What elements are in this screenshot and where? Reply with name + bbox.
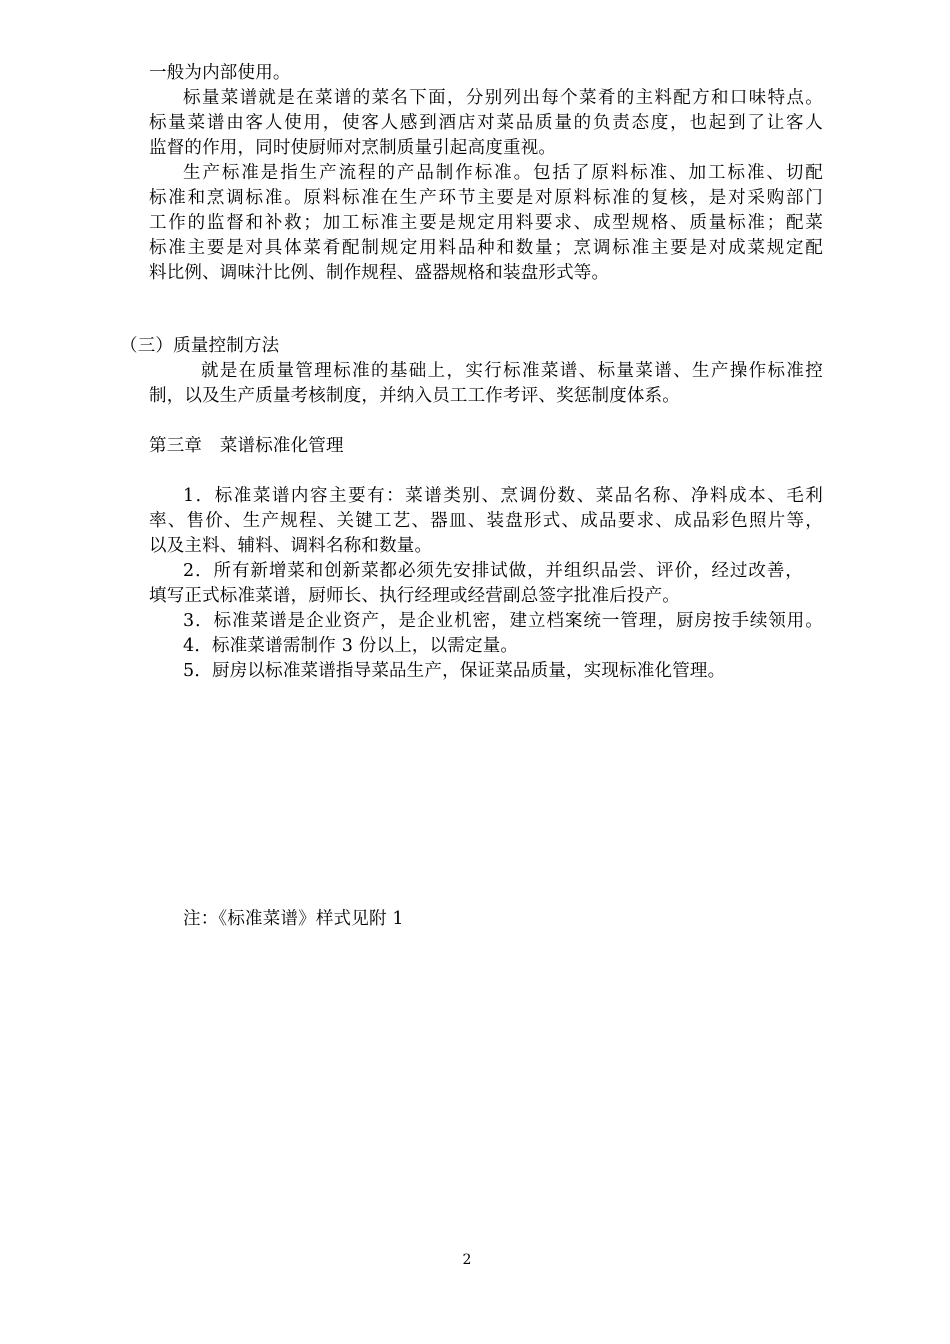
list-item-line: 2．所有新增菜和创新菜都必须先安排试做，并组织品尝、评价，经过改善， [183, 561, 803, 581]
list-item: 3．标准菜谱是企业资产，是企业机密，建立档案统一管理，厨房按手续领用。 [183, 611, 823, 631]
paragraph-line: 料比例、调味汁比例、制作规程、盛器规格和装盘形式等。 [149, 263, 610, 283]
list-item-line: 填写正式标准菜谱，厨师长、执行经理或经营副总签字批准后投产。 [149, 586, 680, 606]
note-text: 注：《标准菜谱》样式见附 1 [183, 909, 404, 929]
list-item-line: 率、售价、生产规程、关键工艺、器皿、装盘形式、成品要求、成品彩色照片等， [149, 511, 823, 531]
chapter-title: 第三章 菜谱标准化管理 [149, 436, 344, 456]
paragraph-line: 标准主要是对具体菜肴配制规定用料品种和数量；烹调标准主要是对成菜规定配 [149, 238, 823, 258]
list-item: 5．厨房以标准菜谱指导菜品生产，保证菜品质量，实现标准化管理。 [183, 661, 726, 681]
paragraph-line: 标量菜谱由客人使用，使客人感到酒店对菜品质量的负责态度，也起到了让客人 [149, 113, 823, 133]
paragraph-line: 标量菜谱就是在菜谱的菜名下面，分别列出每个菜肴的主料配方和口味特点。 [183, 88, 823, 108]
paragraph-line: 监督的作用，同时使厨师对烹制质量引起高度重视。 [149, 138, 557, 158]
list-item-line: 以及主料、辅料、调料名称和数量。 [149, 536, 433, 556]
page-number: 2 [462, 1252, 472, 1268]
paragraph-line: 生产标准是指生产流程的产品制作标准。包括了原料标准、加工标准、切配 [183, 163, 823, 183]
paragraph-line: 就是在质量管理标准的基础上，实行标准菜谱、标量菜谱、生产操作标准控 [201, 361, 823, 381]
paragraph-line: 一般为内部使用。 [149, 63, 291, 83]
paragraph-line: 工作的监督和补救；加工标准主要是规定用料要求、成型规格、质量标准；配菜 [149, 213, 823, 233]
paragraph-line: 制，以及生产质量考核制度，并纳入员工工作考评、奖惩制度体系。 [149, 386, 680, 406]
list-item: 4．标准菜谱需制作 3 份以上，以需定量。 [183, 636, 519, 656]
paragraph-line: 标准和烹调标准。原料标准在生产环节主要是对原料标准的复核，是对采购部门 [149, 188, 823, 208]
section-heading: （三）质量控制方法 [120, 336, 280, 356]
list-item-line: 1．标准菜谱内容主要有：菜谱类别、烹调份数、菜品名称、净料成本、毛利 [183, 486, 823, 506]
